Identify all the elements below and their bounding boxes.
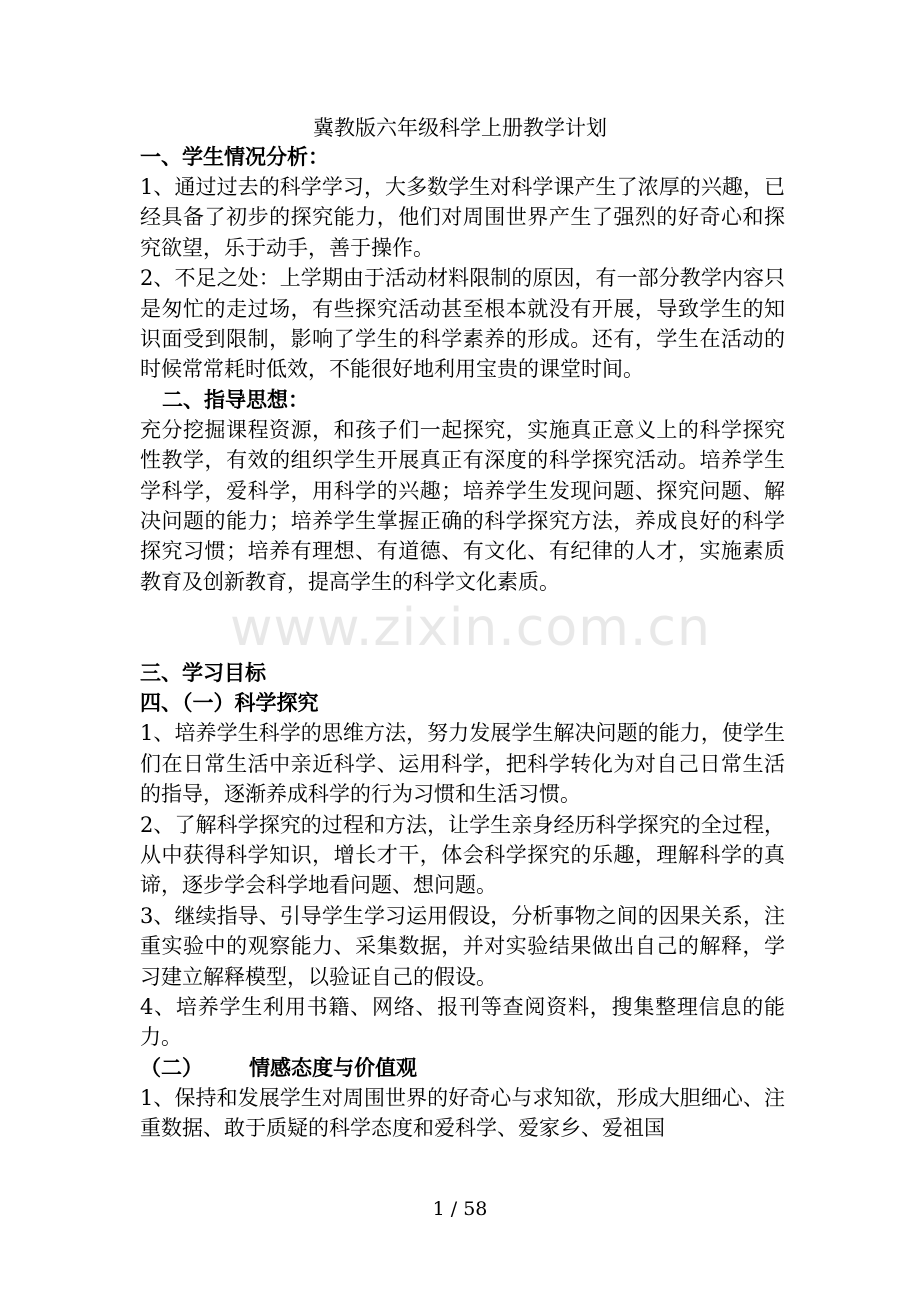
paragraph: 4、培养学生利用书籍、网络、报刊等查阅资料，搜集整理信息的能力。 — [140, 994, 785, 1050]
page-number: 1 / 58 — [432, 1198, 488, 1220]
watermark: www.zixin.com.cn — [230, 598, 711, 658]
paragraph: 2、不足之处：上学期由于活动材料限制的原因，有一部分教学内容只是匆忙的走过场，有些探究活动甚至根本就没有开展，导致学生的知识面受到限制，影响了学生的科学素养的形成。还有，学生在活动的时候常常耗时低效，不能很好地利用宝贵的课堂时间。 — [140, 266, 785, 382]
paragraph: 1、通过过去的科学学习，大多数学生对科学课产生了浓厚的兴趣，已经具备了初步的探究能力，他们对周围世界产生了强烈的好奇心和探究欲望，乐于动手，善于操作。 — [140, 175, 785, 260]
paragraph: 充分挖掘课程资源，和孩子们一起探究，实施真正意义上的科学探究性教学，有效的组织学生开展真正有深度的科学探究活动。培养学生学科学，爱科学，用科学的兴趣；培养学生发现问题、探究问题、解决问题的能力；培养学生掌握正确的科学探究方法，养成良好的科学探究习惯；培养有理想、有道德、有文化、有纪律的人才，实施素质教育及创新教育，提高学生的科学文化素质。 — [140, 417, 785, 594]
document-body — [140, 142, 785, 1144]
section-heading-learning-goals: 三、学习目标 — [140, 661, 266, 686]
section-number-label: （二） — [140, 1055, 203, 1080]
paragraph: 1、保持和发展学生对周围世界的好奇心与求知欲，形成大胆细心、注重数据、敢于质疑的科学态度和爱科学、爱家乡、爱祖国 — [140, 1085, 785, 1141]
section-heading-attitudes — [140, 1053, 785, 1083]
section-heading-guiding-ideas: 二、指导思想： — [162, 387, 309, 412]
document-title: 冀教版六年级科学上册教学计划 — [313, 116, 607, 140]
section-heading-text: 情感态度与价值观 — [249, 1055, 417, 1080]
paragraph: 2、了解科学探究的过程和方法，让学生亲身经历科学探究的全过程，从中获得科学知识，增长才干，体会科学探究的乐趣，理解科学的真谛，逐步学会科学地看问题、想问题。 — [140, 812, 785, 898]
section-heading-student-analysis: 一、学生情况分析： — [140, 145, 329, 169]
spacer — [140, 597, 785, 658]
section-heading-scientific-inquiry: 四、（一）科学探究 — [140, 691, 319, 716]
paragraph: 3、继续指导、引导学生学习运用假设，分析事物之间的因果关系，注重实验中的观察能力、采集数据，并对实验结果做出自己的解释，学习建立解释模型，以验证自己的假设。 — [140, 903, 785, 989]
paragraph: 1、培养学生科学的思维方法，努力发展学生解决问题的能力，使学生们在日常生活中亲近科学、运用科学，把科学转化为对自己日常生活的指导，逐渐养成科学的行为习惯和生活习惯。 — [140, 721, 785, 807]
